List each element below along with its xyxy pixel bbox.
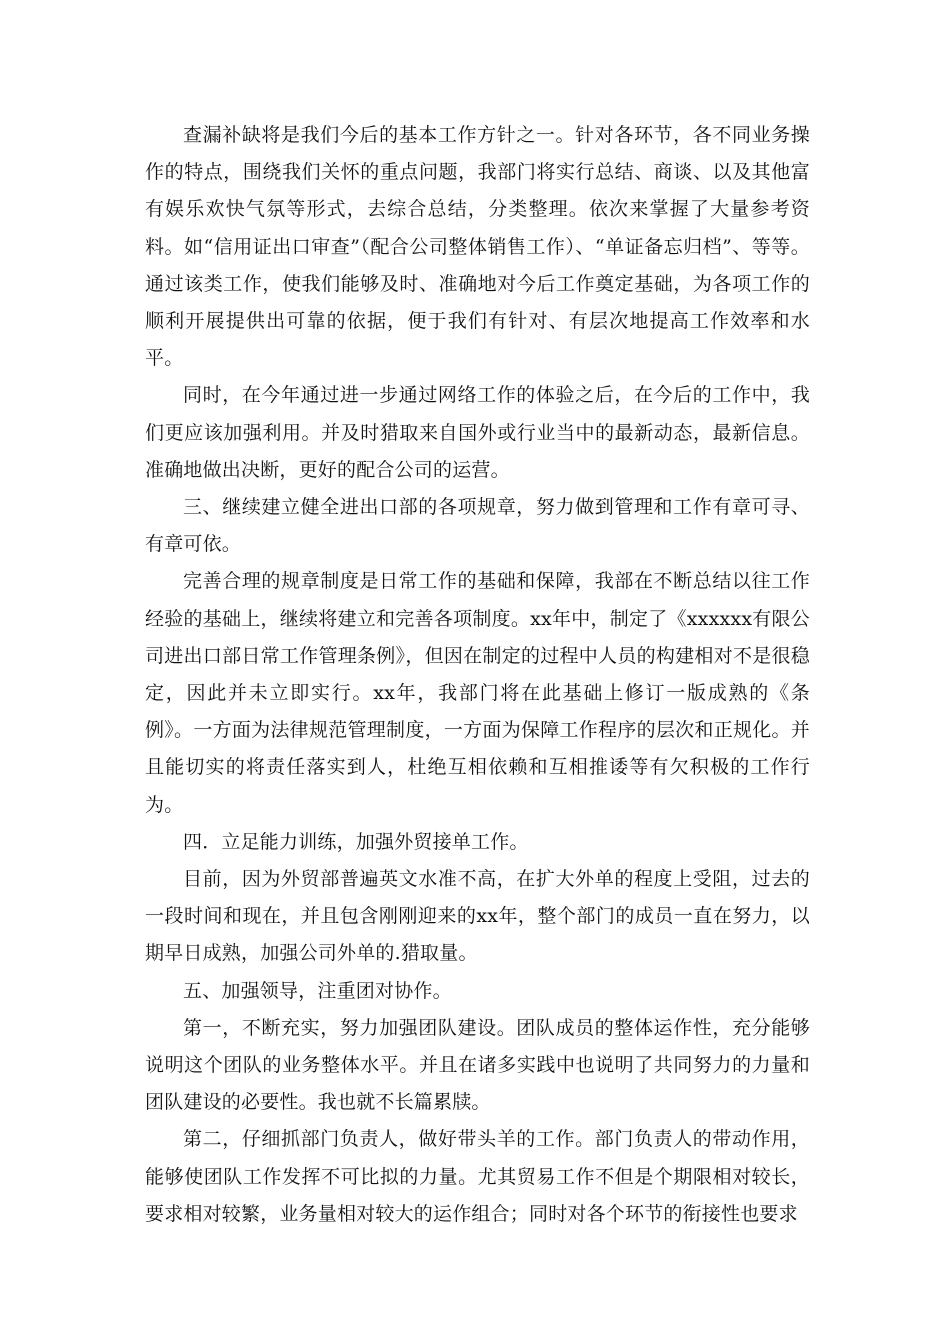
document-body xyxy=(145,117,810,1233)
paragraph-review-gaps: 查漏补缺将是我们今后的基本工作方针之一。针对各环节，各不同业务操作的特点，围绕我们关怀的重点问题，我部门将实行总结、商谈、以及其他富有娱乐欢快气氛等形式，去综合总结，分类整理。依次来掌握了大量参考资料。如“信用证出口审查”（配合公司整体销售工作）、“单证备忘归档”、等等。通过该类工作，使我们能够及时、准确地对今后工作奠定基础，为各项工作的顺利开展提供出可靠的依据，便于我们有针对、有层次地提高工作效率和水平。 xyxy=(145,124,810,370)
heading-section-four: 四．立足能力训练，加强外贸接单工作。 xyxy=(183,830,529,853)
paragraph-regulations: 完善合理的规章制度是日常工作的基础和保障，我部在不断总结以往工作经验的基础上，继续将建立和完善各项制度。xx年中，制定了《xxxxxx有限公司进出口部日常工作管理条例》，但因在制定的过程中人员的构建相对不是很稳定，因此并未立即实行。xx年，我部门将在此基础上修订一版成熟的《条例》。一方面为法律规范管理制度，一方面为保障工作程序的层次和正规化。并且能切实的将责任落实到人，杜绝互相依赖和互相推诿等有欠积极的工作行为。 xyxy=(145,570,810,816)
paragraph-foreign-orders: 目前，因为外贸部普遍英文水准不高，在扩大外单的程度上受阻，过去的一段时间和现在，并且包含刚刚迎来的xx年，整个部门的成员一直在努力，以期早日成熟，加强公司外单的.猎取量。 xyxy=(145,868,810,965)
paragraph-department-leaders: 第二，仔细抓部门负责人，做好带头羊的工作。部门负责人的带动作用，能够使团队工作发挥不可比拟的力量。尤其贸易工作不但是个期限相对较长，要求相对较繁，业务量相对较大的运作组合；同时对各个环节的衔接性也要求 xyxy=(145,1128,810,1225)
paragraph-network-work: 同时，在今年通过进一步通过网络工作的体验之后，在今后的工作中，我们更应该加强利用。并及时猎取来自国外或行业当中的最新动态，最新信息。准确地做出决断，更好的配合公司的运营。 xyxy=(145,384,810,481)
heading-section-five: 五、加强领导，注重团对协作。 xyxy=(183,979,452,1002)
heading-section-three: 三、继续建立健全进出口部的各项规章，努力做到管理和工作有章可寻、有章可依。 xyxy=(145,496,810,556)
paragraph-team-building: 第一，不断充实，努力加强团队建设。团队成员的整体运作性，充分能够说明这个团队的业务整体水平。并且在诸多实践中也说明了共同努力的力量和团队建设的必要性。我也就不长篇累牍。 xyxy=(145,1016,810,1114)
